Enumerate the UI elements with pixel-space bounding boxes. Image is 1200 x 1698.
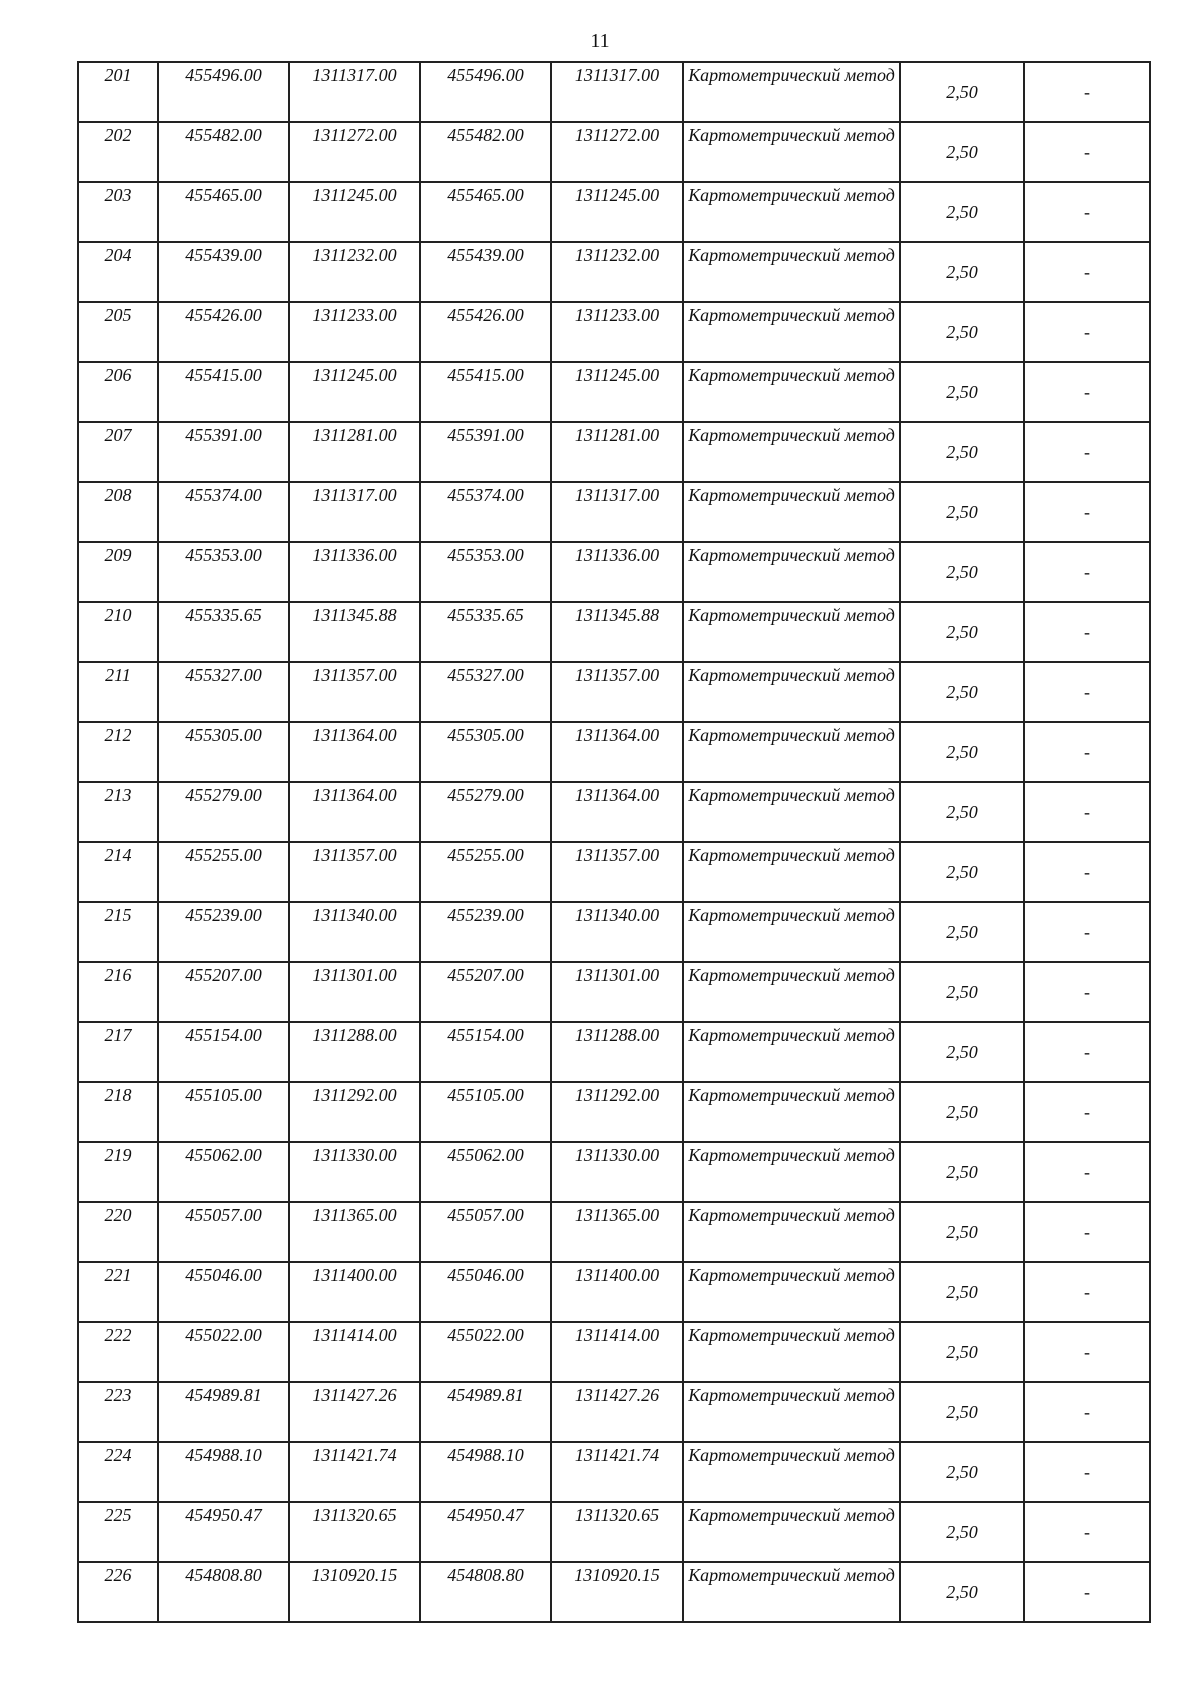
x-coordinate-new-cell: 455327.00	[420, 662, 551, 722]
accuracy-cell: 2,50	[900, 1262, 1024, 1322]
method-cell: Картометрический метод	[683, 962, 900, 1022]
x-coordinate-new-cell: 455022.00	[420, 1322, 551, 1382]
y-coordinate-new-cell: 1311281.00	[551, 422, 683, 482]
page-number: 11	[590, 30, 610, 52]
y-coordinate-new-cell: 1311414.00	[551, 1322, 683, 1382]
table-row	[78, 902, 1150, 962]
note-cell: -	[1024, 1442, 1150, 1502]
x-coordinate-new-cell: 455154.00	[420, 1022, 551, 1082]
x-coordinate-cell: 454989.81	[158, 1382, 289, 1442]
y-coordinate-new-cell: 1311245.00	[551, 182, 683, 242]
note-cell: -	[1024, 782, 1150, 842]
y-coordinate-new-cell: 1311301.00	[551, 962, 683, 1022]
table-row	[78, 1442, 1150, 1502]
y-coordinate-new-cell: 1311357.00	[551, 842, 683, 902]
y-coordinate-cell: 1311288.00	[289, 1022, 420, 1082]
accuracy-cell: 2,50	[900, 302, 1024, 362]
y-coordinate-new-cell: 1311427.26	[551, 1382, 683, 1442]
note-cell: -	[1024, 1202, 1150, 1262]
accuracy-cell: 2,50	[900, 782, 1024, 842]
method-cell: Картометрический метод	[683, 182, 900, 242]
point-number-cell: 226	[78, 1562, 158, 1622]
method-cell: Картометрический метод	[683, 1262, 900, 1322]
x-coordinate-new-cell: 455239.00	[420, 902, 551, 962]
x-coordinate-cell: 455062.00	[158, 1142, 289, 1202]
point-number-cell: 215	[78, 902, 158, 962]
point-number-cell: 218	[78, 1082, 158, 1142]
table-row	[78, 362, 1150, 422]
y-coordinate-cell: 1311427.26	[289, 1382, 420, 1442]
accuracy-cell: 2,50	[900, 662, 1024, 722]
y-coordinate-new-cell: 1311345.88	[551, 602, 683, 662]
y-coordinate-cell: 1310920.15	[289, 1562, 420, 1622]
method-cell: Картометрический метод	[683, 662, 900, 722]
y-coordinate-new-cell: 1311364.00	[551, 782, 683, 842]
point-number-cell: 224	[78, 1442, 158, 1502]
x-coordinate-new-cell: 455426.00	[420, 302, 551, 362]
accuracy-cell: 2,50	[900, 842, 1024, 902]
x-coordinate-new-cell: 455105.00	[420, 1082, 551, 1142]
table-row	[78, 1562, 1150, 1622]
point-number-cell: 210	[78, 602, 158, 662]
x-coordinate-new-cell: 455305.00	[420, 722, 551, 782]
x-coordinate-cell: 455057.00	[158, 1202, 289, 1262]
y-coordinate-new-cell: 1311317.00	[551, 62, 683, 122]
x-coordinate-new-cell: 454988.10	[420, 1442, 551, 1502]
x-coordinate-new-cell: 455353.00	[420, 542, 551, 602]
x-coordinate-new-cell: 454808.80	[420, 1562, 551, 1622]
method-cell: Картометрический метод	[683, 602, 900, 662]
method-cell: Картометрический метод	[683, 482, 900, 542]
x-coordinate-new-cell: 455062.00	[420, 1142, 551, 1202]
y-coordinate-cell: 1311330.00	[289, 1142, 420, 1202]
method-cell: Картометрический метод	[683, 1202, 900, 1262]
note-cell: -	[1024, 1262, 1150, 1322]
y-coordinate-new-cell: 1311421.74	[551, 1442, 683, 1502]
accuracy-cell: 2,50	[900, 1202, 1024, 1262]
note-cell: -	[1024, 1022, 1150, 1082]
point-number-cell: 217	[78, 1022, 158, 1082]
y-coordinate-cell: 1311400.00	[289, 1262, 420, 1322]
x-coordinate-cell: 455353.00	[158, 542, 289, 602]
method-cell: Картометрический метод	[683, 722, 900, 782]
note-cell: -	[1024, 1322, 1150, 1382]
x-coordinate-cell: 455255.00	[158, 842, 289, 902]
table-row	[78, 122, 1150, 182]
method-cell: Картометрический метод	[683, 1442, 900, 1502]
point-number-cell: 205	[78, 302, 158, 362]
point-number-cell: 221	[78, 1262, 158, 1322]
y-coordinate-cell: 1311301.00	[289, 962, 420, 1022]
x-coordinate-new-cell: 455374.00	[420, 482, 551, 542]
point-number-cell: 223	[78, 1382, 158, 1442]
x-coordinate-new-cell: 455482.00	[420, 122, 551, 182]
method-cell: Картометрический метод	[683, 62, 900, 122]
note-cell: -	[1024, 722, 1150, 782]
point-number-cell: 201	[78, 62, 158, 122]
accuracy-cell: 2,50	[900, 1562, 1024, 1622]
x-coordinate-new-cell: 455057.00	[420, 1202, 551, 1262]
note-cell: -	[1024, 62, 1150, 122]
accuracy-cell: 2,50	[900, 422, 1024, 482]
y-coordinate-new-cell: 1311336.00	[551, 542, 683, 602]
note-cell: -	[1024, 482, 1150, 542]
x-coordinate-cell: 454808.80	[158, 1562, 289, 1622]
y-coordinate-new-cell: 1311357.00	[551, 662, 683, 722]
note-cell: -	[1024, 902, 1150, 962]
method-cell: Картометрический метод	[683, 422, 900, 482]
y-coordinate-cell: 1311364.00	[289, 722, 420, 782]
point-number-cell: 225	[78, 1502, 158, 1562]
method-cell: Картометрический метод	[683, 1562, 900, 1622]
table-row	[78, 542, 1150, 602]
y-coordinate-cell: 1311336.00	[289, 542, 420, 602]
x-coordinate-cell: 455439.00	[158, 242, 289, 302]
table-row	[78, 722, 1150, 782]
note-cell: -	[1024, 1382, 1150, 1442]
table-row	[78, 962, 1150, 1022]
x-coordinate-new-cell: 454950.47	[420, 1502, 551, 1562]
table-row	[78, 662, 1150, 722]
y-coordinate-cell: 1311245.00	[289, 182, 420, 242]
y-coordinate-cell: 1311317.00	[289, 482, 420, 542]
method-cell: Картометрический метод	[683, 782, 900, 842]
x-coordinate-new-cell: 455279.00	[420, 782, 551, 842]
note-cell: -	[1024, 842, 1150, 902]
x-coordinate-new-cell: 455415.00	[420, 362, 551, 422]
method-cell: Картометрический метод	[683, 1142, 900, 1202]
y-coordinate-cell: 1311365.00	[289, 1202, 420, 1262]
table-row	[78, 242, 1150, 302]
y-coordinate-new-cell: 1311330.00	[551, 1142, 683, 1202]
x-coordinate-new-cell: 455391.00	[420, 422, 551, 482]
note-cell: -	[1024, 1142, 1150, 1202]
point-number-cell: 209	[78, 542, 158, 602]
x-coordinate-cell: 455154.00	[158, 1022, 289, 1082]
accuracy-cell: 2,50	[900, 602, 1024, 662]
table-row	[78, 302, 1150, 362]
y-coordinate-cell: 1311414.00	[289, 1322, 420, 1382]
y-coordinate-cell: 1311357.00	[289, 842, 420, 902]
y-coordinate-cell: 1311281.00	[289, 422, 420, 482]
table-row	[78, 482, 1150, 542]
x-coordinate-cell: 455207.00	[158, 962, 289, 1022]
table-row	[78, 422, 1150, 482]
y-coordinate-new-cell: 1311364.00	[551, 722, 683, 782]
point-number-cell: 203	[78, 182, 158, 242]
x-coordinate-new-cell: 455207.00	[420, 962, 551, 1022]
table-row	[78, 602, 1150, 662]
table-row	[78, 1262, 1150, 1322]
y-coordinate-new-cell: 1311245.00	[551, 362, 683, 422]
accuracy-cell: 2,50	[900, 1502, 1024, 1562]
method-cell: Картометрический метод	[683, 1322, 900, 1382]
method-cell: Картометрический метод	[683, 242, 900, 302]
accuracy-cell: 2,50	[900, 242, 1024, 302]
accuracy-cell: 2,50	[900, 62, 1024, 122]
method-cell: Картометрический метод	[683, 302, 900, 362]
y-coordinate-cell: 1311245.00	[289, 362, 420, 422]
note-cell: -	[1024, 302, 1150, 362]
x-coordinate-cell: 455335.65	[158, 602, 289, 662]
accuracy-cell: 2,50	[900, 182, 1024, 242]
x-coordinate-cell: 455105.00	[158, 1082, 289, 1142]
note-cell: -	[1024, 122, 1150, 182]
method-cell: Картометрический метод	[683, 1502, 900, 1562]
table-row	[78, 182, 1150, 242]
y-coordinate-cell: 1311292.00	[289, 1082, 420, 1142]
y-coordinate-new-cell: 1311288.00	[551, 1022, 683, 1082]
note-cell: -	[1024, 542, 1150, 602]
x-coordinate-cell: 455426.00	[158, 302, 289, 362]
x-coordinate-cell: 455327.00	[158, 662, 289, 722]
y-coordinate-cell: 1311317.00	[289, 62, 420, 122]
note-cell: -	[1024, 362, 1150, 422]
table-row	[78, 1322, 1150, 1382]
x-coordinate-new-cell: 455496.00	[420, 62, 551, 122]
table-row	[78, 842, 1150, 902]
method-cell: Картометрический метод	[683, 1022, 900, 1082]
method-cell: Картометрический метод	[683, 122, 900, 182]
x-coordinate-new-cell: 455335.65	[420, 602, 551, 662]
y-coordinate-new-cell: 1311233.00	[551, 302, 683, 362]
accuracy-cell: 2,50	[900, 1082, 1024, 1142]
y-coordinate-cell: 1311364.00	[289, 782, 420, 842]
x-coordinate-cell: 455482.00	[158, 122, 289, 182]
y-coordinate-new-cell: 1311400.00	[551, 1262, 683, 1322]
accuracy-cell: 2,50	[900, 1382, 1024, 1442]
method-cell: Картометрический метод	[683, 362, 900, 422]
y-coordinate-new-cell: 1311365.00	[551, 1202, 683, 1262]
point-number-cell: 214	[78, 842, 158, 902]
x-coordinate-cell: 455415.00	[158, 362, 289, 422]
table-row	[78, 782, 1150, 842]
x-coordinate-cell: 455279.00	[158, 782, 289, 842]
method-cell: Картометрический метод	[683, 902, 900, 962]
table-row	[78, 1082, 1150, 1142]
point-number-cell: 204	[78, 242, 158, 302]
point-number-cell: 213	[78, 782, 158, 842]
x-coordinate-cell: 454950.47	[158, 1502, 289, 1562]
note-cell: -	[1024, 242, 1150, 302]
note-cell: -	[1024, 1502, 1150, 1562]
point-number-cell: 211	[78, 662, 158, 722]
accuracy-cell: 2,50	[900, 962, 1024, 1022]
table-row	[78, 62, 1150, 122]
x-coordinate-new-cell: 455439.00	[420, 242, 551, 302]
note-cell: -	[1024, 1082, 1150, 1142]
note-cell: -	[1024, 602, 1150, 662]
accuracy-cell: 2,50	[900, 1142, 1024, 1202]
point-number-cell: 206	[78, 362, 158, 422]
y-coordinate-cell: 1311340.00	[289, 902, 420, 962]
point-number-cell: 202	[78, 122, 158, 182]
table-row	[78, 1502, 1150, 1562]
y-coordinate-new-cell: 1311320.65	[551, 1502, 683, 1562]
x-coordinate-cell: 455465.00	[158, 182, 289, 242]
accuracy-cell: 2,50	[900, 1322, 1024, 1382]
accuracy-cell: 2,50	[900, 1442, 1024, 1502]
point-number-cell: 219	[78, 1142, 158, 1202]
x-coordinate-cell: 455496.00	[158, 62, 289, 122]
y-coordinate-cell: 1311320.65	[289, 1502, 420, 1562]
x-coordinate-cell: 455391.00	[158, 422, 289, 482]
y-coordinate-new-cell: 1311272.00	[551, 122, 683, 182]
accuracy-cell: 2,50	[900, 482, 1024, 542]
x-coordinate-new-cell: 455046.00	[420, 1262, 551, 1322]
point-number-cell: 208	[78, 482, 158, 542]
accuracy-cell: 2,50	[900, 542, 1024, 602]
y-coordinate-new-cell: 1311292.00	[551, 1082, 683, 1142]
x-coordinate-cell: 455305.00	[158, 722, 289, 782]
point-number-cell: 222	[78, 1322, 158, 1382]
coordinates-table	[77, 61, 1151, 1623]
table-row	[78, 1142, 1150, 1202]
y-coordinate-cell: 1311233.00	[289, 302, 420, 362]
method-cell: Картометрический метод	[683, 1382, 900, 1442]
accuracy-cell: 2,50	[900, 122, 1024, 182]
point-number-cell: 207	[78, 422, 158, 482]
x-coordinate-new-cell: 455465.00	[420, 182, 551, 242]
table-body	[78, 62, 1150, 1622]
note-cell: -	[1024, 1562, 1150, 1622]
y-coordinate-new-cell: 1311317.00	[551, 482, 683, 542]
method-cell: Картометрический метод	[683, 542, 900, 602]
note-cell: -	[1024, 962, 1150, 1022]
y-coordinate-cell: 1311421.74	[289, 1442, 420, 1502]
note-cell: -	[1024, 662, 1150, 722]
accuracy-cell: 2,50	[900, 1022, 1024, 1082]
method-cell: Картометрический метод	[683, 842, 900, 902]
accuracy-cell: 2,50	[900, 362, 1024, 422]
accuracy-cell: 2,50	[900, 902, 1024, 962]
y-coordinate-cell: 1311232.00	[289, 242, 420, 302]
y-coordinate-cell: 1311272.00	[289, 122, 420, 182]
x-coordinate-cell: 455239.00	[158, 902, 289, 962]
note-cell: -	[1024, 182, 1150, 242]
x-coordinate-new-cell: 454989.81	[420, 1382, 551, 1442]
accuracy-cell: 2,50	[900, 722, 1024, 782]
x-coordinate-cell: 455046.00	[158, 1262, 289, 1322]
x-coordinate-cell: 455374.00	[158, 482, 289, 542]
x-coordinate-cell: 454988.10	[158, 1442, 289, 1502]
table-row	[78, 1382, 1150, 1442]
point-number-cell: 212	[78, 722, 158, 782]
note-cell: -	[1024, 422, 1150, 482]
x-coordinate-new-cell: 455255.00	[420, 842, 551, 902]
y-coordinate-new-cell: 1311232.00	[551, 242, 683, 302]
table-row	[78, 1202, 1150, 1262]
method-cell: Картометрический метод	[683, 1082, 900, 1142]
point-number-cell: 220	[78, 1202, 158, 1262]
y-coordinate-cell: 1311345.88	[289, 602, 420, 662]
y-coordinate-new-cell: 1310920.15	[551, 1562, 683, 1622]
table-row	[78, 1022, 1150, 1082]
x-coordinate-cell: 455022.00	[158, 1322, 289, 1382]
y-coordinate-new-cell: 1311340.00	[551, 902, 683, 962]
y-coordinate-cell: 1311357.00	[289, 662, 420, 722]
point-number-cell: 216	[78, 962, 158, 1022]
